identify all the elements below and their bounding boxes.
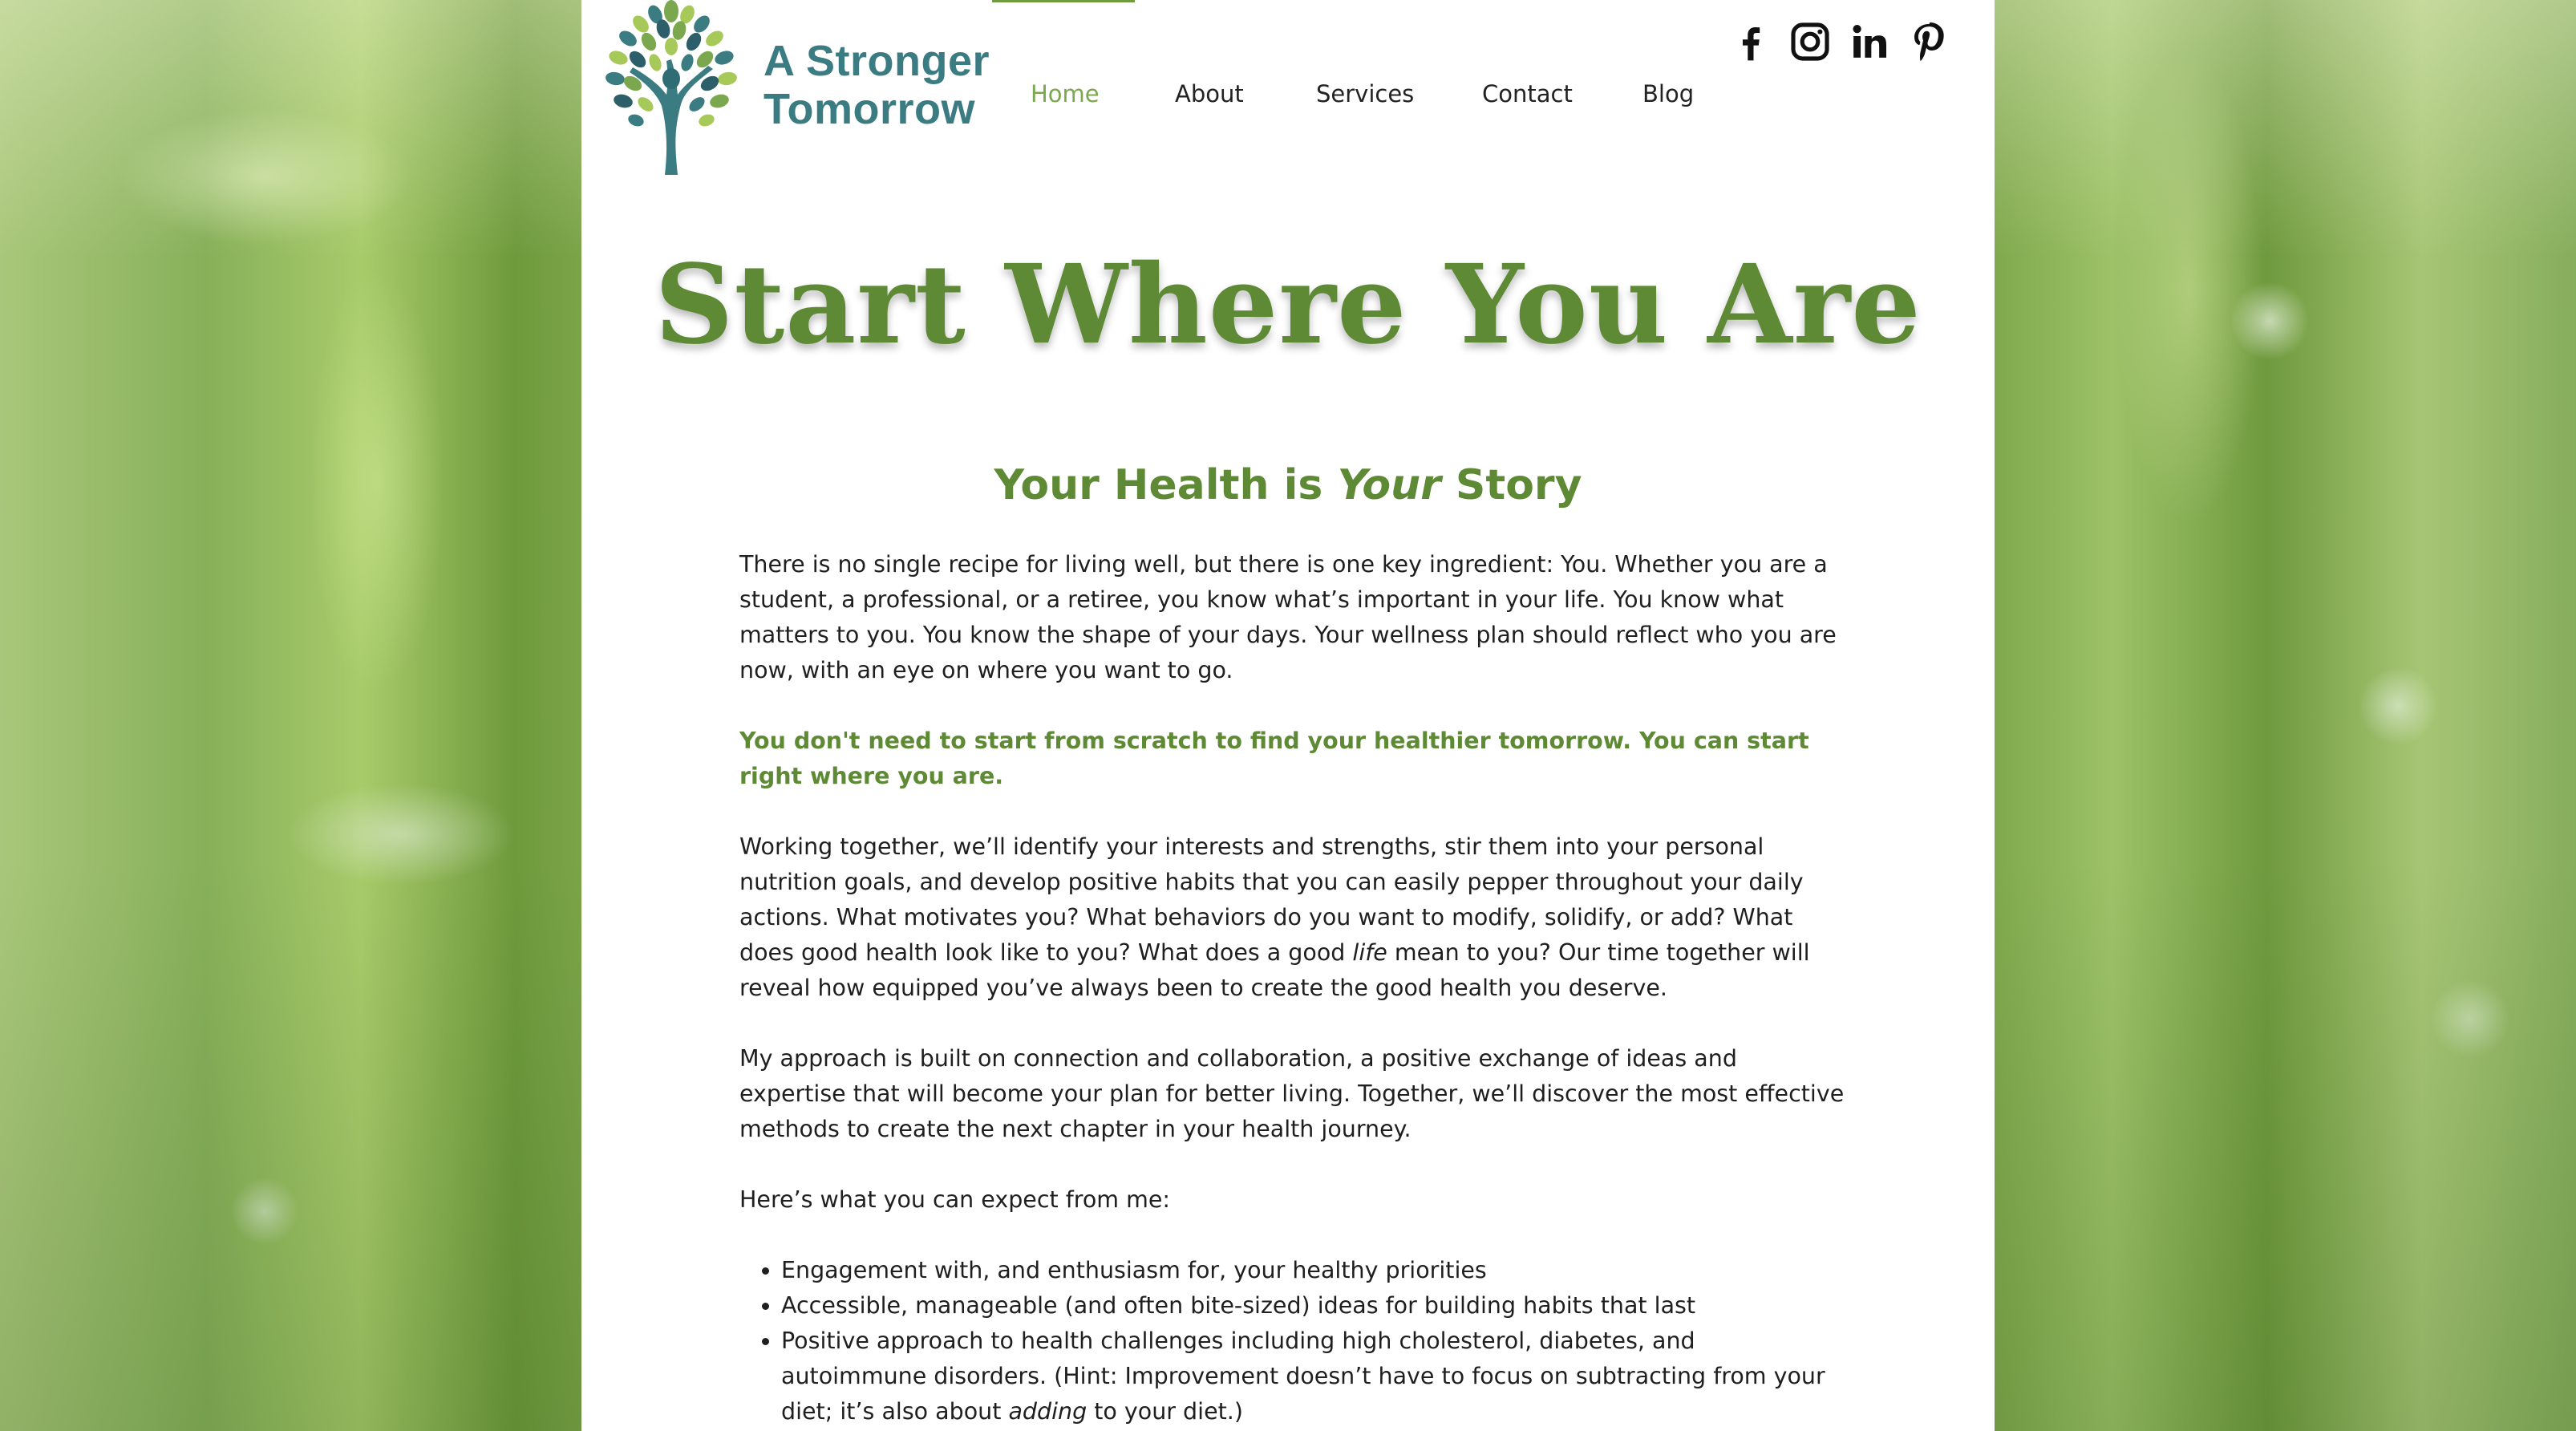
instagram-icon[interactable] bbox=[1788, 19, 1833, 64]
brand-logo[interactable] bbox=[591, 0, 992, 176]
page-container bbox=[581, 0, 1995, 1431]
list-intro: Here’s what you can expect from me: bbox=[739, 1186, 1171, 1213]
intro-paragraph: There is no single recipe for living well, but there is one key ingredient: You. Whether you are a student, a professional, or a retiree, you know what’s important in your life. You know what matters to you. You know the shape of your days. Your wellness plan should reflect who you are now, with an eye on where you want to go. bbox=[739, 551, 1837, 683]
working-together-paragraph bbox=[739, 829, 1846, 1006]
nav-item-services[interactable]: Services bbox=[1316, 80, 1415, 107]
background-right bbox=[1995, 0, 2576, 1431]
linkedin-icon[interactable] bbox=[1847, 19, 1892, 64]
approach-paragraph: My approach is built on connection and collaboration, a positive exchange of ideas and expertise that will become your plan for better living. Together, we’ll discover the most effective methods to create the next chapter in your health journey. bbox=[739, 1045, 1845, 1142]
item3-text-1: Positive approach to health challenges including high cholesterol, diabetes, and autoimmune disorders. (Hint: Improvement doesn’t have to focus on subtracting from your diet; it’s also about bbox=[781, 1328, 1825, 1425]
brand-line-2: Tomorrow bbox=[763, 85, 975, 133]
list-item: • Engagement with, and enthusiasm for, your healthy priorities bbox=[781, 1253, 1846, 1288]
nav-active-indicator bbox=[992, 0, 1135, 2]
nav-item-home[interactable]: Home bbox=[1031, 80, 1100, 107]
section-heading bbox=[581, 457, 1995, 513]
p3-italic: life bbox=[1352, 939, 1387, 966]
heading-part-1: Your Health is bbox=[994, 461, 1338, 509]
background-left bbox=[0, 0, 581, 1431]
nav-item-about[interactable]: About bbox=[1175, 80, 1244, 107]
p3-text-2: mean to you? Our time together will reveal how equipped you’ve always been to create the good health you deserve. bbox=[739, 939, 1810, 1001]
nav-item-blog[interactable]: Blog bbox=[1642, 80, 1695, 107]
list-item: • Accessible, manageable (and often bite-sized) ideas for building habits that last bbox=[781, 1288, 1846, 1324]
item3-italic: adding bbox=[1008, 1398, 1088, 1425]
list-item bbox=[781, 1324, 1846, 1429]
heading-emphasis: Your bbox=[1337, 461, 1441, 509]
p3-text-1: Working together, we’ll identify your interests and strengths, stir them into your personal nutrition goals, and develop positive habits that you can easily pepper throughout your daily actions. What motivates you? What behaviors do you want to modify, solidify, or add? What does good health look like to you? What does a good bbox=[739, 833, 1804, 966]
highlight-paragraph: You don't need to start from scratch to find your healthier tomorrow. You can start right where you are. bbox=[739, 728, 1809, 789]
heading-part-2: Story bbox=[1440, 461, 1582, 509]
pinterest-icon[interactable] bbox=[1906, 19, 1951, 64]
main-content bbox=[739, 547, 1846, 1429]
page-title: Start Where You Are bbox=[654, 241, 1922, 369]
expectations-list bbox=[739, 1253, 1846, 1429]
facebook-icon[interactable] bbox=[1728, 19, 1773, 64]
brand-line-1: A Stronger bbox=[763, 37, 990, 85]
item3-text-2: to your diet.) bbox=[1087, 1398, 1243, 1425]
nav-item-contact[interactable]: Contact bbox=[1482, 80, 1573, 107]
tree-logo-icon bbox=[591, 0, 751, 176]
brand-name bbox=[763, 37, 990, 133]
